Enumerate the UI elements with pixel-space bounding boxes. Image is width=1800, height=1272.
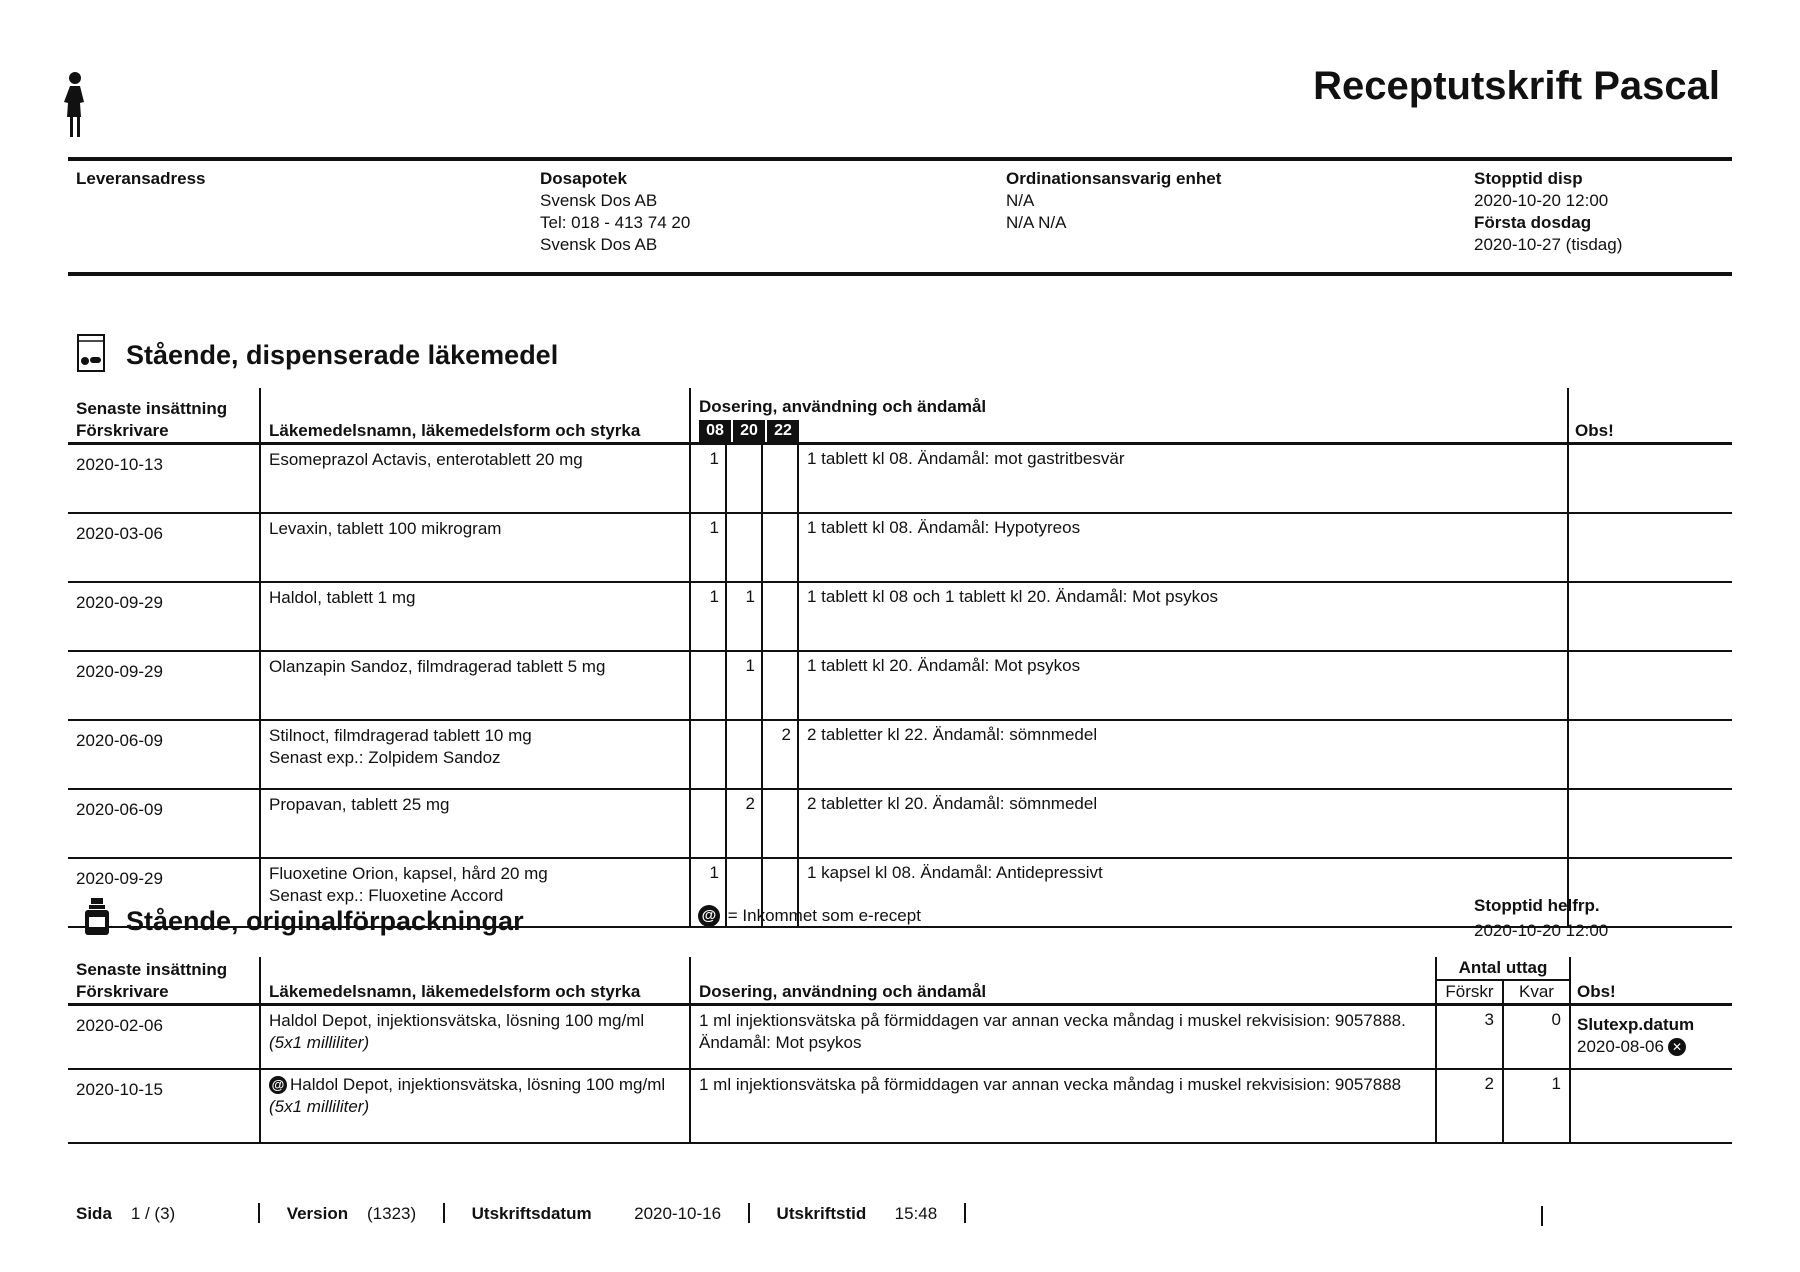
table-row <box>68 651 1732 720</box>
row-date: 2020-10-15 <box>68 1069 260 1143</box>
row-dose-22 <box>762 444 798 514</box>
row-dose-22: 2 <box>762 720 798 789</box>
footer-time-value: 15:48 <box>894 1204 938 1223</box>
row-date: 2020-10-13 <box>68 444 260 514</box>
row-medication-name: Olanzapin Sandoz, filmdragerad tablett 5 mg <box>260 651 690 720</box>
header-bottom-rule <box>68 272 1732 276</box>
footer-divider <box>1541 1206 1543 1226</box>
row-obs <box>1568 789 1732 858</box>
row-dose-22 <box>762 582 798 651</box>
table-row <box>68 582 1732 651</box>
row-dosage-text: 1 tablett kl 08. Ändamål: mot gastritbesvär <box>798 444 1568 514</box>
row-dosage-text: 1 kapsel kl 08. Ändamål: Antidepressivt <box>798 858 1568 927</box>
stop-time-value: 2020-10-20 12:00 <box>1474 191 1609 210</box>
table-header <box>68 388 1732 444</box>
row-last-dispensed: Senast exp.: Zolpidem Sandoz <box>269 748 501 767</box>
row-date: 2020-03-06 <box>68 513 260 582</box>
unit-heading: Ordinationsansvarig enhet <box>1006 169 1222 188</box>
stop-time-full-pack-block <box>1474 893 1608 943</box>
col-withdrawals-label: Antal uttag <box>1458 958 1548 977</box>
col-date-label-2: Förskrivare <box>76 421 169 440</box>
table-row <box>68 789 1732 858</box>
pharmacy-heading: Dosapotek <box>540 169 627 188</box>
e-prescription-icon: @ <box>269 1076 287 1094</box>
row-dose-20: 2 <box>726 789 762 858</box>
table-row <box>68 720 1732 789</box>
row-dosage-text: 1 tablett kl 08 och 1 tablett kl 20. Ändamål: Mot psykos <box>798 582 1568 651</box>
row-dose-20 <box>726 720 762 789</box>
footer-divider <box>748 1203 750 1223</box>
person-female-icon <box>60 70 90 145</box>
unit-line-2: N/A N/A <box>1006 213 1067 232</box>
row-remaining: 0 <box>1503 1005 1570 1069</box>
e-prescription-legend-text: = Inkommet som e-recept <box>727 906 921 925</box>
table-row <box>68 1005 1732 1069</box>
footer-date-label: Utskriftsdatum <box>471 1204 592 1223</box>
row-obs <box>1568 444 1732 514</box>
pharmacy-name: Svensk Dos AB <box>540 191 658 210</box>
col-prescribed-label: Förskr <box>1445 982 1494 1001</box>
x-circle-icon: ✕ <box>1668 1038 1686 1056</box>
obs-end-date-heading: Slutexp.datum <box>1577 1015 1695 1034</box>
footer-divider <box>964 1203 966 1223</box>
row-dose-20 <box>726 513 762 582</box>
dispensed-medications-table <box>68 388 1732 928</box>
row-dose-20 <box>726 444 762 514</box>
table-row <box>68 1069 1732 1143</box>
row-dose-08: 1 <box>690 582 726 651</box>
row-medication-name: Levaxin, tablett 100 mikrogram <box>260 513 690 582</box>
row-dosage-text: 1 tablett kl 08. Ändamål: Hypotyreos <box>798 513 1568 582</box>
row-date: 2020-09-29 <box>68 651 260 720</box>
footer-page-label: Sida <box>76 1204 112 1223</box>
first-dose-value: 2020-10-27 (tisdag) <box>1474 235 1623 254</box>
row-dose-22 <box>762 789 798 858</box>
delivery-address-block <box>76 168 205 190</box>
row-dose-08: 1 <box>690 513 726 582</box>
row-date: 2020-09-29 <box>68 582 260 651</box>
responsible-unit-block <box>1006 168 1221 234</box>
dose-time-22: 22 <box>767 420 799 442</box>
section-original-packages-title: Stående, originalförpackningar <box>126 906 524 936</box>
obs-end-date: 2020-08-06 ✕ <box>1577 1036 1732 1058</box>
footer-version-value: (1323) <box>367 1204 417 1223</box>
row-dose-08: 1 <box>690 858 726 927</box>
footer-divider <box>258 1203 260 1223</box>
row-obs <box>1568 651 1732 720</box>
footer-page-value: 1 / (3) <box>130 1204 176 1223</box>
first-dose-heading: Första dosdag <box>1474 213 1592 232</box>
row-dosage-text: 2 tabletter kl 22. Ändamål: sömnmedel <box>798 720 1568 789</box>
page-footer <box>76 1203 988 1224</box>
row-dose-08: 1 <box>690 444 726 514</box>
row-dosage-text: 1 tablett kl 20. Ändamål: Mot psykos <box>798 651 1568 720</box>
row-dosage-text: 1 ml injektionsvätska på förmiddagen var annan vecka måndag i muskel rekvisision: 9057888 <box>690 1069 1436 1143</box>
row-dosage-text: 2 tabletter kl 20. Ändamål: sömnmedel <box>798 789 1568 858</box>
row-dose-08 <box>690 720 726 789</box>
row-package-size: (5x1 milliliter) <box>269 1096 370 1116</box>
row-obs <box>1568 720 1732 789</box>
e-prescription-icon: @ <box>698 905 720 927</box>
row-dose-20: 1 <box>726 582 762 651</box>
table-row <box>68 513 1732 582</box>
row-obs <box>1570 1069 1732 1143</box>
col-dose-label: Dosering, användning och ändamål <box>699 397 987 416</box>
e-prescription-legend <box>698 905 921 927</box>
row-package-size: (5x1 milliliter) <box>269 1033 370 1052</box>
bottle-icon <box>82 897 112 937</box>
stop-time-full-pack-heading: Stopptid helfrp. <box>1474 896 1600 915</box>
row-remaining: 1 <box>1503 1069 1570 1143</box>
footer-time-label: Utskriftstid <box>776 1204 867 1223</box>
row-date: 2020-02-06 <box>68 1005 260 1069</box>
row-prescribed: 2 <box>1436 1069 1503 1143</box>
footer-divider <box>443 1203 445 1223</box>
row-last-dispensed: Senast exp.: Fluoxetine Accord <box>269 886 504 905</box>
row-date: 2020-06-09 <box>68 720 260 789</box>
row-dose-08 <box>690 651 726 720</box>
row-medication-name: @ Haldol Depot, injektionsvätska, lösning 100 mg/ml (5x1 milliliter) <box>260 1069 690 1143</box>
col-date-label-2: Förskrivare <box>76 982 169 1001</box>
dose-time-08: 08 <box>699 420 731 442</box>
col-date-label-1: Senaste insättning <box>76 960 228 979</box>
delivery-heading: Leveransadress <box>76 169 206 188</box>
row-date: 2020-06-09 <box>68 789 260 858</box>
row-dose-08 <box>690 789 726 858</box>
pharmacy-block <box>540 168 690 256</box>
row-obs <box>1568 513 1732 582</box>
section-dispensed-title: Stående, dispenserade läkemedel <box>126 340 559 370</box>
row-date: 2020-09-29 <box>68 858 260 927</box>
footer-date-value: 2020-10-16 <box>634 1204 722 1223</box>
col-date-label-1: Senaste insättning <box>76 399 228 418</box>
dose-time-20: 20 <box>733 420 765 442</box>
row-obs <box>1570 1005 1732 1069</box>
row-medication-name: Haldol Depot, injektionsvätska, lösning 100 mg/ml (5x1 milliliter) <box>260 1005 690 1069</box>
original-packages-table <box>68 957 1732 1144</box>
row-prescribed: 3 <box>1436 1005 1503 1069</box>
col-name-label: Läkemedelsnamn, läkemedelsform och styrka <box>269 421 641 440</box>
header-top-rule <box>68 157 1732 161</box>
stop-time-heading: Stopptid disp <box>1474 169 1583 188</box>
footer-version-label: Version <box>286 1204 349 1223</box>
row-medication-name: Propavan, tablett 25 mg <box>260 789 690 858</box>
row-medication-name: Haldol, tablett 1 mg <box>260 582 690 651</box>
table-row <box>68 444 1732 514</box>
unit-line-1: N/A <box>1006 191 1035 210</box>
row-obs <box>1568 582 1732 651</box>
row-medication-name: Esomeprazol Actavis, enterotablett 20 mg <box>260 444 690 514</box>
pill-pack-icon <box>76 333 106 373</box>
col-obs-label: Obs! <box>1577 982 1616 1001</box>
col-name-label: Läkemedelsnamn, läkemedelsform och styrka <box>269 982 641 1001</box>
document-title: Receptutskrift Pascal <box>1313 64 1720 108</box>
row-medication-name: Stilnoct, filmdragerad tablett 10 mg Senast exp.: Zolpidem Sandoz <box>260 720 690 789</box>
table-header <box>68 957 1732 980</box>
col-remaining-label: Kvar <box>1519 982 1554 1001</box>
row-dose-22 <box>762 513 798 582</box>
row-dosage-text: 1 ml injektionsvätska på förmiddagen var annan vecka måndag i muskel rekvisision: 9057888. Ändamål: Mot psykos <box>690 1005 1436 1069</box>
row-medication-name: Fluoxetine Orion, kapsel, hård 20 mg Senast exp.: Fluoxetine Accord <box>260 858 690 927</box>
col-dose-label: Dosering, användning och ändamål <box>699 982 987 1001</box>
col-obs-label: Obs! <box>1575 421 1614 440</box>
pharmacy-name-2: Svensk Dos AB <box>540 235 658 254</box>
pharmacy-phone: Tel: 018 - 413 74 20 <box>540 213 691 232</box>
row-dose-20: 1 <box>726 651 762 720</box>
stop-time-block <box>1474 168 1622 256</box>
row-dose-22 <box>762 651 798 720</box>
stop-time-full-pack-value: 2020-10-20 12:00 <box>1474 921 1609 940</box>
